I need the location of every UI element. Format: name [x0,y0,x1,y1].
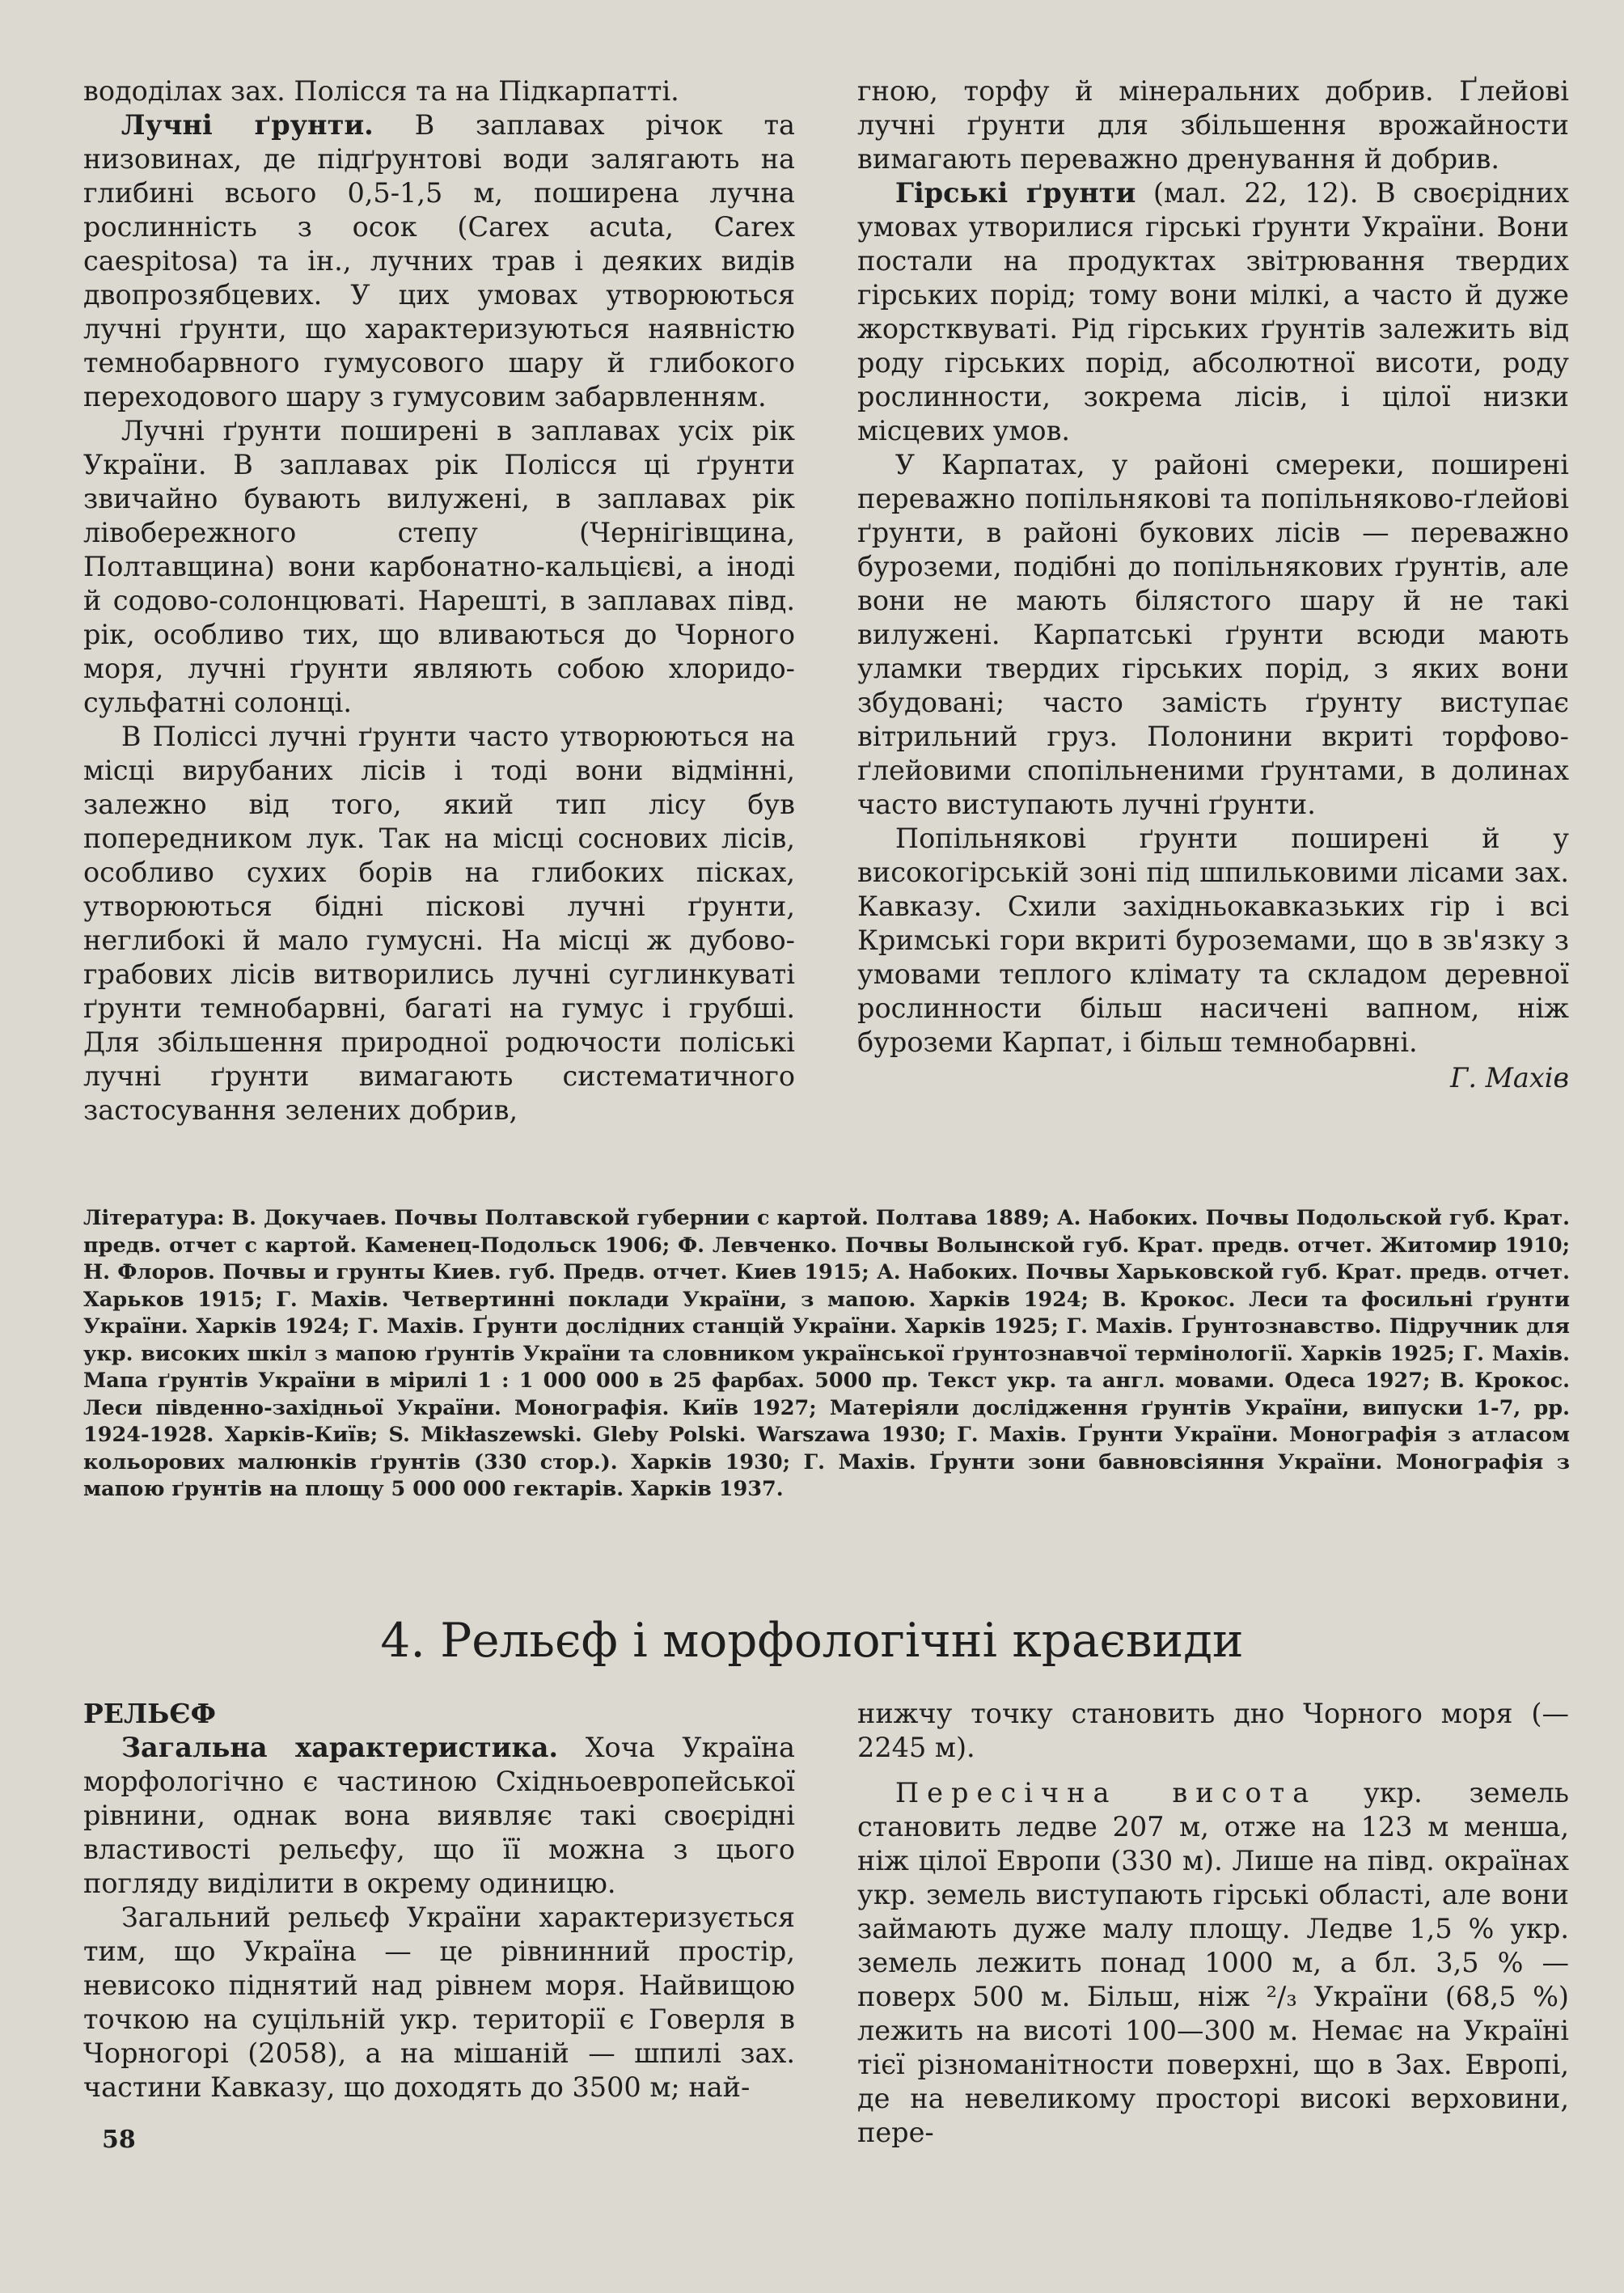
paragraph-lead: Лучні ґрунти. [121,109,374,141]
paragraph: Загальний рельєф України характеризується тим, що Україна — це рівнинний простір, невисоко піднятий над рівнем моря. Найвищою точкою на суцільній укр. території є Говерля в Чорногорі (2058), а на мішаній — шпилі зах. частини Кавказу, що доходять до 3500 м; най- [83,1902,795,2103]
paragraph [857,176,1569,448]
paragraph: В Поліссі лучні ґрунти часто утворюються на місці вирубаних лісів і тоді вони відмінні, залежно від того, який тип лісу був попередником лук. Так на місці соснових лісів, особливо сухих борів на глибоких пісках, утворюються бідні піскові лучні ґрунти, неглибокі й мало гумусні. На місці ж дубово-грабових лісів витворились лучні суглинкуваті ґрунти темнобарвні, багаті на гумус і грубші. Для збільшення природної родючости поліські лучні ґрунти вимагають систематичного застосування зелених добрив, [83,721,795,1126]
paragraph: Попільнякові ґрунти поширені й у високогірській зоні під шпильковими лісами зах. Кавказу. Схили західньокавказьких гір і всі Кримські гори вкриті буроземами, що в зв'язку з умовами теплого клімату та складом деревної рослинности більш насичені вапном, ніж буроземи Карпат, і більш темнобарвні. [857,823,1569,1058]
paragraph: гною, торфу й мінеральних добрив. Ґлейові лучні ґрунти для збільшення врожайности вимагають переважно дренування й добрив. [857,75,1569,175]
right-column [857,74,1569,1095]
literature-text: В. Докучаев. Почвы Полтавской губернии с картой. Полтава 1889; А. Набоких. Почвы Подольской губ. Крат. предв. отчет с картой. Каменец-Подольск 1906; Ф. Левченко. Почвы Волынской губ. Крат. предв. отчет. Житомир 1910; Н. Флоров. Почвы и грунты Киев. губ. Предв. отчет. Киев 1915; А. Набоких. Почвы Харьковской губ. Крат. предв. отчет. Харьков 1915; Г. Махів. Четвертинні поклади України, з мапою. Харків 1924; В. Крокос. Леси та фосильні ґрунти України. Харків 1924; Г. Махів. Ґрунти дослідних станцій України. Харків 1925; Г. Махів. Ґрунтознавство. Підручник для укр. високих шкіл з мапою ґрунтів України та словником української ґрунтознавчої термінології. Харків 1925; Г. Махів. Мапа ґрунтів України в мірилі 1 : 1 000 000 в 25 фарбах. 5000 пр. Текст укр. та англ. мовами. Одеса 1927; В. Крокос. Леси південно-західньої України. Монографія. Київ 1927; Матеріяли дослідження ґрунтів України, випуски 1-7, рр. 1924-1928. Харків-Київ; S. Mikłaszewski. Gleby Polski. Warszawa 1930; Г. Махів. Ґрунти України. Монографія з атласом кольорових малюнків ґрунтів (330 стор.). Харків 1930; Г. Махів. Ґрунти зони бавновсіяння України. Монографія з мапою ґрунтів на площу 5 000 000 гектарів. Харків 1937. [83,1206,1570,1501]
section-heading: 4. Рельєф і морфологічні краєвиди [380,1613,1244,1668]
left-column [83,74,795,1127]
paragraph-text: Хоча Україна морфологічно є частиною Східньоевропейської рівнини, однак вона виявляє такі своєрідні властивості рельєфу, що її можна з цього погляду виділити в окрему одиницю. [83,1732,795,1899]
paragraph-lead: Загальна характеристика. [121,1732,559,1763]
paragraph-lead: Гірські ґрунти [894,177,1136,209]
literature-references [83,1205,1570,1504]
paragraph: нижчу точку становить дно Чорного моря (— 2245 м). [857,1698,1569,1763]
paragraph: вододілах зах. Полісся та на Підкарпатті. [83,75,679,107]
author-signature: Г. Махів [1450,1062,1569,1094]
literature-label: Література: [83,1206,225,1230]
paragraph-text: В заплавах річок та низовинах, де підґрунтові води залягають на глибині всього 0,5-1,5 м, поширена лучна рослинність з осок (Carex acuta, Carex caespitosa) та ін., лучних трав і деяких видів двопрозябцевих. У цих умовах утворюються лучні ґрунти, що характеризуються наявністю темнобарвного гумусового шару й глибокого переходового шару з гумусовим забарвленням. [83,109,795,412]
paragraph [83,108,795,414]
page-number: 58 [102,2126,136,2154]
paragraph [857,1776,1569,2150]
paragraph-text: (мал. 22, 12). В своєрідних умовах утворилися гірські ґрунти України. Вони постали на продуктах звітрювання твердих гірських порід; тому вони мілкі, а часто й дуже жорстквуваті. Рід гірських ґрунтів залежить від роду гірських порід, абсолютної висоти, роду рослинности, зокрема лісів, і цілої низки місцевих умов. [857,177,1569,446]
paragraph-text: укр. земель становить ледве 207 м, отже на 123 м менша, ніж цілої Европи (330 м). Лише на півд. окраїнах укр. земель виступають гірські області, але вони займають дуже малу площу. Ледве 1,5 % укр. земель лежить понад 1000 м, а бл. 3,5 % — поверх 500 м. Більш, ніж ²/₃ України (68,5 %) лежить на висоті 100—300 м. Немає на Україні тієї різноманітности поверхні, що в Зах. Европі, де на невеликому просторі високі верховини, пере- [857,1777,1569,2148]
paragraph-lead: Пересічна висота [894,1777,1317,1809]
section-left-column [83,1697,795,2105]
paragraph: У Карпатах, у районі смереки, поширені переважно попільнякові та попільняково-ґлейові ґрунти, в районі букових лісів — переважно буроземи, подібні до попільнякових ґрунтів, але вони не мають білястого шару й не такі вилужені. Карпатські ґрунти всюди мають уламки твердих гірських порід, з яких вони збудовані; часто замість ґрунту виступає вітрильний груз. Полонини вкриті торфово-ґлейовими спопільненими ґрунтами, в долинах часто виступають лучні ґрунти. [857,449,1569,820]
section-subheading: РЕЛЬЄФ [83,1698,216,1729]
section-right-column [857,1697,1569,2150]
paragraph: Лучні ґрунти поширені в заплавах усіх рік України. В заплавах рік Полісся ці ґрунти звичайно бувають вилужені, в заплавах рік лівобережного степу (Чернігівщина, Полтавщина) вони карбонатно-кальцієві, а іноді й содово-солонцюваті. Нарешті, в заплавах півд. рік, особливо тих, що вливаються до Чорного моря, лучні ґрунти являють собою хлоридо-сульфатні солонці. [83,415,795,718]
paragraph [83,1731,795,1901]
